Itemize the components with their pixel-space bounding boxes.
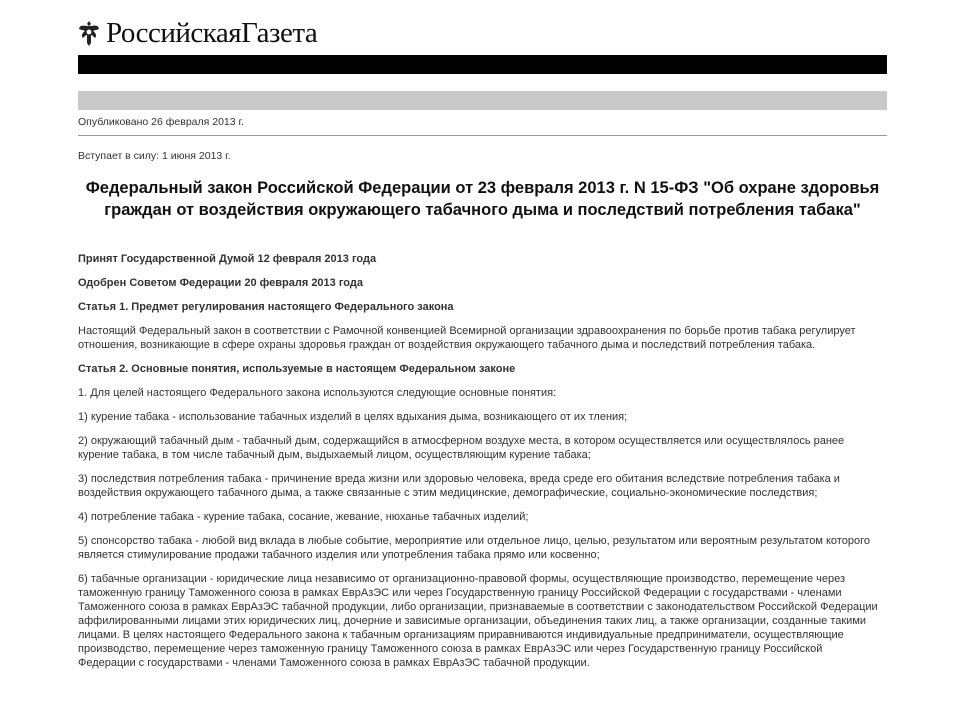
approved-line: Одобрен Советом Федерации 20 февраля 2013 года xyxy=(78,277,363,289)
document-title: Федеральный закон Российской Федерации от 23 февраля 2013 г. N 15-ФЗ "Об охране здоровья граждан от воздействия окружающего табачного дыма и последствий потребления табака" xyxy=(85,179,880,219)
definition-item: 2) окружающий табачный дым - табачный дым, содержащийся в атмосферном воздухе места, в котором осуществляется или осуществлялось ранее курение табака, в том числе табачный дым, выдыхаемый лицом, осуществляющим курение табака; xyxy=(78,435,845,461)
definition-item: 6) табачные организации - юридические лица независимо от организационно-правовой формы, осуществляющие производство, перемещение через таможенную границу Таможенного союза в рамках ЕврАзЭС или через Государственную границу Российской Федерации с государствами - членами Таможенного союза в рамках ЕврАзЭС табачной продукции, либо организации, признаваемые в соответствии с законодательством Российской Федерации аффилированными лицами этих юридических лиц, дочерние и зависимые организации, объединения таких лиц, а также организации, созданные такими лицами. В целях настоящего Федерального закона к табачным организациям приравниваются индивидуальные предприниматели, осуществляющие производство, перемещение через таможенную границу Таможенного союза в рамках ЕврАзЭС или через Государственную границу Российской Федерации с государствами - членами Таможенного союза в рамках ЕврАзЭС табачной продукции. xyxy=(78,573,878,669)
masthead[interactable] xyxy=(78,14,317,52)
definition-item: 3) последствия потребления табака - причинение вреда жизни или здоровью человека, вреда среде его обитания вследствие потребления табака и воздействия окружающего табачного дыма, а также связанные с этим медицинские, демографические, социально-экономические последствия; xyxy=(78,473,840,499)
definition-item: 5) спонсорство табака - любой вид вклада в любые событие, мероприятие или отдельное лицо, целью, результатом или вероятным результатом которого является стимулирование продажи табачного изделия или употребления табака прямо или косвенно; xyxy=(78,535,870,561)
eagle-emblem-icon xyxy=(78,18,100,48)
document-body xyxy=(78,252,878,680)
effective-date: Вступает в силу: 1 июня 2013 г. xyxy=(78,150,231,162)
publication-date: Опубликовано 26 февраля 2013 г. xyxy=(78,116,244,128)
article-1-text: Настоящий Федеральный закон в соответствии с Рамочной конвенцией Всемирной организации здравоохранения по борьбе против табака регулирует отношения, возникающие в сфере охраны здоровья граждан от воздействия окружающего табачного дыма и последствий потребления табака. xyxy=(78,325,856,351)
definition-item: 1) курение табака - использование табачных изделий в целях вдыхания дыма, возникающего от их тления; xyxy=(78,411,628,423)
site-logo[interactable]: РоссийскаяГазета xyxy=(106,16,318,49)
definition-item: 4) потребление табака - курение табака, сосание, жевание, нюханье табачных изделий; xyxy=(78,511,529,523)
adopted-line: Принят Государственной Думой 12 февраля 2013 года xyxy=(78,253,377,265)
secondary-bar xyxy=(78,91,887,110)
article-2-heading: Статья 2. Основные понятия, используемые в настоящем Федеральном законе xyxy=(78,363,516,375)
article-2-intro: 1. Для целей настоящего Федерального закона используются следующие основные понятия: xyxy=(78,387,557,399)
top-navigation-bar xyxy=(78,55,887,74)
article-1-heading: Статья 1. Предмет регулирования настоящего Федерального закона xyxy=(78,301,454,313)
divider xyxy=(78,135,887,136)
